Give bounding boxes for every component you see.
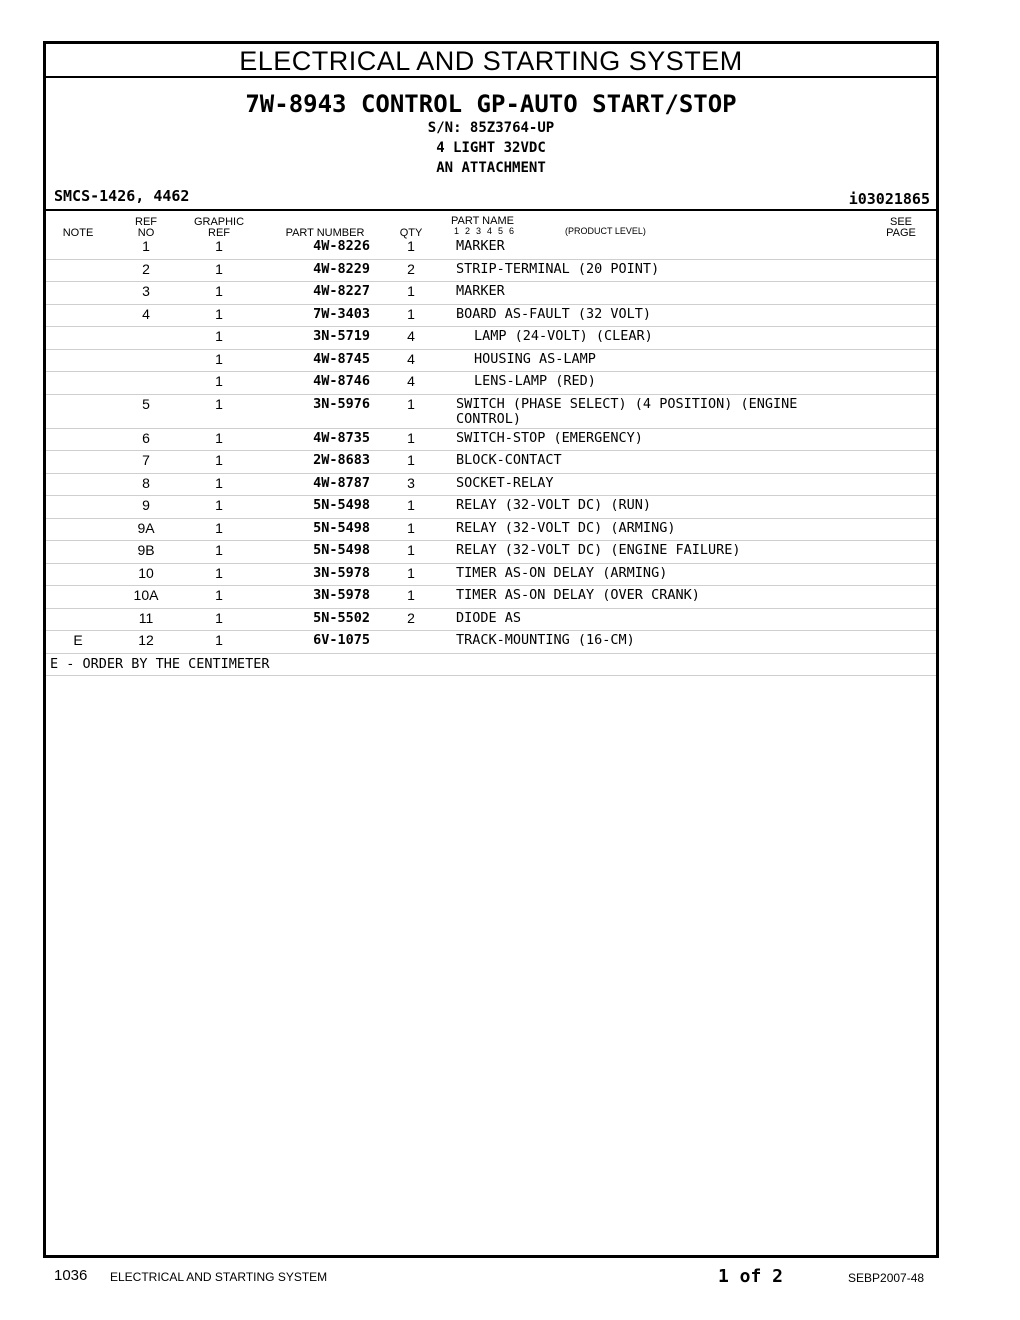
part-name-cell: LAMP (24-VOLT) (CLEAR) bbox=[474, 328, 653, 344]
qty-cell: 2 bbox=[407, 260, 415, 277]
part-name-cell: HOUSING AS-LAMP bbox=[474, 350, 596, 367]
page-of-indicator: 1 of 2 bbox=[718, 1266, 784, 1287]
note-cell: E bbox=[73, 632, 83, 648]
col-see-header-top: SEE bbox=[889, 216, 912, 228]
part-number-cell: 4W-8746 bbox=[313, 373, 370, 389]
part-number-cell: 4W-8735 bbox=[313, 429, 370, 446]
part-name-cell: STRIP-TERMINAL (20 POINT) bbox=[456, 260, 660, 277]
part-name-cell: BOARD AS-FAULT (32 VOLT) bbox=[456, 305, 652, 322]
part-name-cell: LENS-LAMP (RED) bbox=[474, 373, 596, 389]
part-name-cell: TRACK-MOUNTING (16-CM) bbox=[456, 632, 635, 648]
qty-cell: 3 bbox=[407, 474, 415, 491]
qty-cell: 1 bbox=[407, 283, 415, 299]
attachment-line: AN ATTACHMENT bbox=[436, 160, 546, 176]
qty-cell: 1 bbox=[407, 519, 415, 536]
qty-cell: 1 bbox=[407, 587, 415, 603]
footnote-row bbox=[46, 654, 936, 677]
table-row bbox=[46, 305, 936, 328]
part-number-cell: 4W-8787 bbox=[313, 474, 370, 491]
graphic-ref-cell: 1 bbox=[215, 542, 223, 558]
qty-cell: 4 bbox=[407, 350, 415, 367]
level-4: 4 bbox=[487, 226, 494, 236]
part-name-cell: SWITCH (PHASE SELECT) (4 POSITION) (ENGINE CONTROL) bbox=[456, 395, 806, 427]
table-row bbox=[46, 350, 936, 373]
qty-cell: 1 bbox=[407, 542, 415, 558]
ref-no-cell: 9A bbox=[137, 519, 155, 536]
level-6: 6 bbox=[509, 226, 516, 236]
part-number-cell: 2W-8683 bbox=[313, 452, 370, 468]
part-number-cell: 4W-8745 bbox=[313, 350, 370, 367]
spec-line: 4 LIGHT 32VDC bbox=[436, 140, 546, 156]
qty-cell: 1 bbox=[407, 564, 415, 581]
page-footer bbox=[0, 1262, 1020, 1292]
graphic-ref-cell: 1 bbox=[215, 564, 223, 581]
table-row bbox=[46, 395, 936, 429]
table-row bbox=[46, 586, 936, 609]
part-name-cell: RELAY (32-VOLT DC) (RUN) bbox=[456, 497, 652, 513]
graphic-ref-cell: 1 bbox=[215, 429, 223, 446]
table-row bbox=[46, 631, 936, 654]
part-number-cell: 3N-5976 bbox=[313, 395, 370, 412]
serial-number: S/N: 85Z3764-UP bbox=[427, 120, 555, 136]
table-row bbox=[46, 260, 936, 283]
parts-list bbox=[46, 237, 936, 676]
col-ref-header-bottom: NO bbox=[137, 227, 155, 239]
table-row bbox=[46, 451, 936, 474]
part-number-cell: 4W-8226 bbox=[313, 238, 370, 254]
parts-page-frame bbox=[43, 41, 939, 1258]
part-number-cell: 7W-3403 bbox=[313, 305, 370, 322]
part-name-cell: SWITCH-STOP (EMERGENCY) bbox=[456, 429, 643, 446]
ref-no-cell: 2 bbox=[142, 260, 150, 277]
col-ref-header-top: REF bbox=[135, 216, 157, 228]
part-number-cell: 5N-5498 bbox=[313, 519, 370, 536]
part-name-cell: MARKER bbox=[456, 238, 505, 254]
document-number: SEBP2007-48 bbox=[848, 1271, 925, 1285]
ref-no-cell: 7 bbox=[142, 452, 150, 468]
graphic-ref-cell: 1 bbox=[215, 452, 223, 468]
ref-no-cell: 6 bbox=[142, 429, 150, 446]
table-row bbox=[46, 519, 936, 542]
ref-no-cell: 10 bbox=[138, 564, 154, 581]
ref-no-cell: 12 bbox=[138, 632, 154, 648]
part-name-cell: MARKER bbox=[456, 283, 505, 299]
table-row bbox=[46, 474, 936, 497]
table-row bbox=[46, 237, 936, 260]
qty-cell: 1 bbox=[407, 238, 415, 254]
table-row bbox=[46, 496, 936, 519]
ref-no-cell: 1 bbox=[142, 238, 150, 254]
graphic-ref-cell: 1 bbox=[215, 519, 223, 536]
footer-title: ELECTRICAL AND STARTING SYSTEM bbox=[110, 1270, 328, 1284]
col-graphic-header-top: GRAPHIC bbox=[193, 216, 245, 228]
ref-no-cell: 9B bbox=[137, 542, 155, 558]
part-number-cell: 5N-5502 bbox=[313, 609, 370, 626]
part-name-cell: BLOCK-CONTACT bbox=[456, 452, 562, 468]
part-name-cell: TIMER AS-ON DELAY (ARMING) bbox=[456, 564, 668, 581]
ref-no-cell: 5 bbox=[142, 395, 150, 412]
qty-cell: 2 bbox=[407, 609, 415, 626]
col-note-header: NOTE bbox=[62, 227, 94, 239]
level-1: 1 bbox=[454, 226, 461, 236]
qty-cell: 4 bbox=[407, 328, 415, 344]
qty-cell: 1 bbox=[407, 429, 415, 446]
ref-no-cell: 4 bbox=[142, 305, 150, 322]
part-number-cell: 3N-5719 bbox=[313, 328, 370, 344]
ref-no-cell: 10A bbox=[133, 587, 159, 603]
part-number-cell: 4W-8229 bbox=[313, 260, 370, 277]
qty-cell: 4 bbox=[407, 373, 415, 389]
table-row bbox=[46, 609, 936, 632]
graphic-ref-cell: 1 bbox=[215, 328, 223, 344]
smcs-code: SMCS-1426, 4462 bbox=[54, 187, 190, 205]
part-name-cell: RELAY (32-VOLT DC) (ENGINE FAILURE) bbox=[456, 542, 741, 558]
part-number-cell: 5N-5498 bbox=[313, 497, 370, 513]
graphic-ref-cell: 1 bbox=[215, 632, 223, 648]
qty-cell: 1 bbox=[407, 305, 415, 322]
col-see-header-bottom: PAGE bbox=[886, 227, 916, 239]
ref-no-cell: 8 bbox=[142, 474, 150, 491]
table-row bbox=[46, 429, 936, 452]
ref-no-cell: 9 bbox=[142, 497, 150, 513]
graphic-ref-cell: 1 bbox=[215, 373, 223, 389]
graphic-ref-cell: 1 bbox=[215, 283, 223, 299]
graphic-ref-cell: 1 bbox=[215, 238, 223, 254]
part-number-cell: 4W-8227 bbox=[313, 283, 370, 299]
table-row bbox=[46, 282, 936, 305]
graphic-ref-cell: 1 bbox=[215, 609, 223, 626]
graphic-ref-cell: 1 bbox=[215, 305, 223, 322]
level-2: 2 bbox=[465, 226, 472, 236]
graphic-ref-cell: 1 bbox=[215, 474, 223, 491]
graphic-ref-cell: 1 bbox=[215, 587, 223, 603]
graphic-ref-cell: 1 bbox=[215, 395, 223, 412]
table-row bbox=[46, 541, 936, 564]
part-number-cell: 3N-5978 bbox=[313, 564, 370, 581]
section-title: ELECTRICAL AND STARTING SYSTEM bbox=[46, 44, 936, 78]
part-number-cell: 5N-5498 bbox=[313, 542, 370, 558]
page-number: 1036 bbox=[54, 1267, 88, 1284]
footnote-text: E - ORDER BY THE CENTIMETER bbox=[50, 655, 270, 672]
part-number-cell: 6V-1075 bbox=[313, 632, 370, 648]
qty-cell: 1 bbox=[407, 452, 415, 468]
level-3: 3 bbox=[476, 226, 483, 236]
part-name-cell: TIMER AS-ON DELAY (OVER CRANK) bbox=[456, 587, 700, 603]
product-level-label: (PRODUCT LEVEL) bbox=[565, 226, 646, 236]
part-name-cell: SOCKET-RELAY bbox=[456, 474, 554, 491]
group-title: 7W-8943 CONTROL GP-AUTO START/STOP bbox=[245, 90, 737, 118]
part-number-cell: 3N-5978 bbox=[313, 587, 370, 603]
qty-cell: 1 bbox=[407, 395, 415, 412]
graphic-ref-cell: 1 bbox=[215, 497, 223, 513]
header-divider bbox=[46, 209, 936, 211]
illustration-id: i03021865 bbox=[848, 190, 930, 208]
part-name-cell: DIODE AS bbox=[456, 609, 522, 626]
col-graphic-header-bottom: REF bbox=[208, 227, 230, 239]
level-5: 5 bbox=[498, 226, 505, 236]
col-part-number-header: PART NUMBER bbox=[285, 227, 365, 239]
col-qty-header: QTY bbox=[399, 227, 423, 239]
col-part-name-header: PART NAME bbox=[451, 215, 514, 227]
table-row bbox=[46, 372, 936, 395]
ref-no-cell: 11 bbox=[138, 609, 154, 626]
graphic-ref-cell: 1 bbox=[215, 350, 223, 367]
qty-cell: 1 bbox=[407, 497, 415, 513]
part-name-cell: RELAY (32-VOLT DC) (ARMING) bbox=[456, 519, 676, 536]
graphic-ref-cell: 1 bbox=[215, 260, 223, 277]
ref-no-cell: 3 bbox=[142, 283, 150, 299]
table-row bbox=[46, 564, 936, 587]
table-row bbox=[46, 327, 936, 350]
product-level-digits bbox=[454, 226, 520, 236]
